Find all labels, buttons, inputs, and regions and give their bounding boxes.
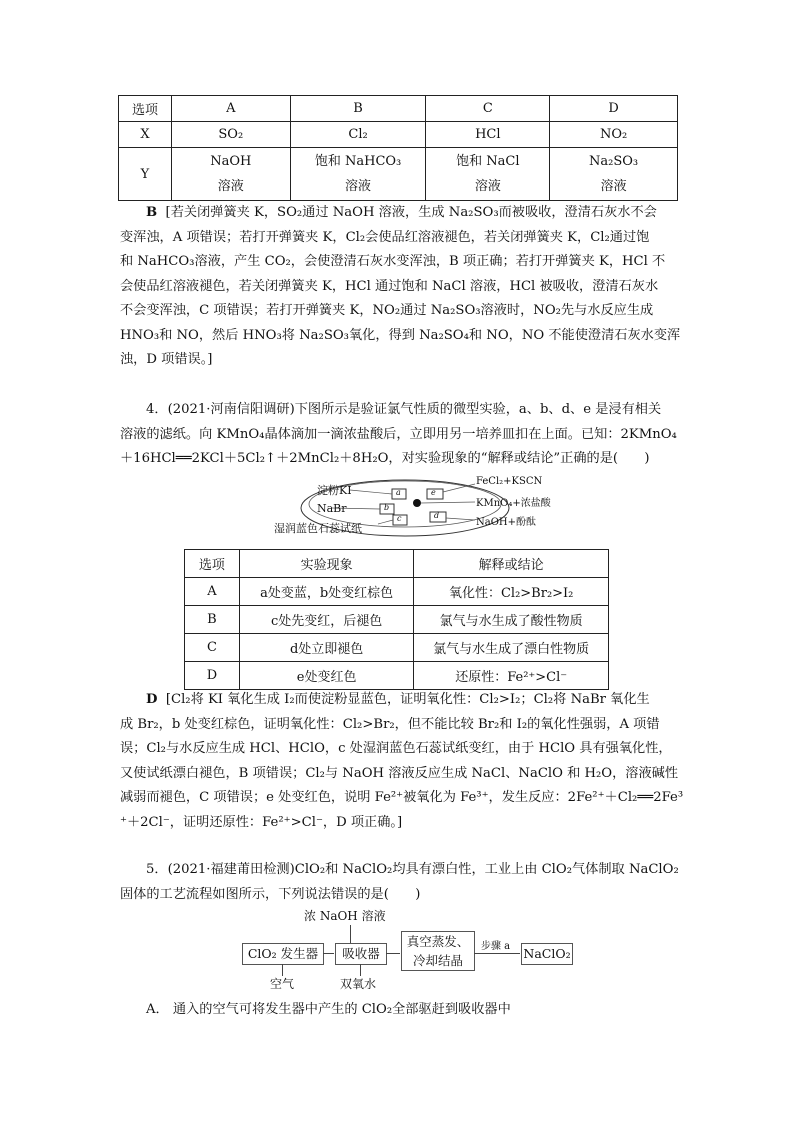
options-table-2 (184, 549, 609, 690)
text-line: 5．(2021·福建莆田检测)ClO₂和 NaClO₂均具有漂白性，工业上由 ClO₂气体制取 NaClO₂ (146, 862, 679, 877)
table-cell: 氯气与水生成了酸性物质 (414, 606, 609, 634)
table-cell: A (171, 96, 290, 122)
arrow-right (474, 953, 520, 954)
cell-line: 饱和 NaCl (456, 154, 520, 169)
box-line: 真空蒸发、 (406, 934, 470, 949)
table-row (185, 578, 609, 606)
text-line: A． 通入的空气可将发生器中产生的 ClO₂全部驱赶到吸收器中 (146, 1002, 511, 1017)
text-line: ⁺＋2Cl⁻，证明还原性：Fe²⁺>Cl⁻，D 项正确。] (120, 814, 403, 830)
table-cell: Y (119, 148, 172, 201)
cell-line: 溶液 (217, 179, 244, 194)
table-cell: e处变红色 (239, 662, 414, 690)
table-row (119, 96, 678, 122)
petri-dish-diagram (270, 474, 551, 544)
text-line: 又使试纸漂白褪色，B 项错误；Cl₂与 NaOH 溶液反应生成 NaCl、NaClO 和 H₂O，溶液碱性 (120, 765, 679, 781)
box-vacuum-evap (401, 931, 475, 971)
text-line: 变浑浊，A 项错误；若打开弹簧夹 K，Cl₂会使品红溶液褪色，若关闭弹簧夹 K，Cl₂通过饱 (120, 229, 650, 245)
table-cell: C (185, 634, 240, 662)
paper-b: b (384, 503, 390, 512)
answer-letter: B (146, 205, 158, 220)
table-row (185, 634, 609, 662)
text-line: 会使品红溶液褪色，若关闭弹簧夹 K，HCl 通过饱和 NaCl 溶液，HCl 被吸收，澄清石灰水 (120, 278, 659, 294)
table-row (119, 122, 678, 148)
question-5-stem (120, 858, 680, 907)
table-cell: 实验现象 (239, 550, 414, 578)
question-4-stem (120, 398, 680, 472)
options-table-1 (118, 95, 678, 201)
table-cell: 氧化性：Cl₂>Br₂>I₂ (414, 578, 609, 606)
answer-letter: D (146, 692, 158, 707)
table-cell: X (119, 122, 172, 148)
text-line: [若关闭弹簧夹 K，SO₂通过 NaOH 溶液，生成 Na₂SO₃而被吸收，澄清石灰水不会 (165, 205, 657, 220)
table-cell (290, 148, 426, 201)
table-cell (171, 148, 290, 201)
text-line: 误；Cl₂与水反应生成 HCl、HClO，c 处湿润蓝色石蕊试纸变红，由于 HClO 具有强氧化性， (120, 741, 672, 756)
table-cell: SO₂ (171, 122, 290, 148)
text-line: 不会变浑浊，C 项错误；若打开弹簧夹 K，NO₂通过 Na₂SO₃溶液时，NO₂先与水反应生成 (120, 303, 654, 318)
table-cell (550, 148, 678, 201)
text-line: HNO₃和 NO，然后 HNO₃将 Na₂SO₃氧化，得到 Na₂SO₄和 NO，NO 不能使澄清石灰水变浑 (120, 327, 681, 343)
table-cell: A (185, 578, 240, 606)
label-kmno4-hcl: KMnO₄+浓盐酸 (476, 498, 551, 509)
box-line: 冷却结晶 (412, 953, 463, 968)
table-cell: c处先变红，后褪色 (239, 606, 414, 634)
box-absorber: 吸收器 (335, 943, 387, 965)
cell-line: 溶液 (474, 179, 501, 194)
paper-a: a (396, 488, 401, 497)
text-line: 4．(2021·河南信阳调研)下图所示是验证氯气性质的微型实验，a、b、d、e 是浸有相关 (146, 402, 662, 417)
text-line: 固体的工艺流程如图所示，下列说法错误的是( ) (120, 886, 421, 902)
arrow-right (386, 953, 400, 954)
label-starch-ki: 淀粉KI (317, 484, 352, 497)
table-cell: HCl (426, 122, 550, 148)
answer-4-explanation (120, 688, 684, 835)
table-cell: 氯气与水生成了漂白性物质 (414, 634, 609, 662)
table-row (119, 148, 678, 201)
table-cell: Cl₂ (290, 122, 426, 148)
process-flow-diagram (236, 907, 576, 993)
table-cell: a处变蓝，b处变红棕色 (239, 578, 414, 606)
arrow-right (323, 953, 334, 954)
cell-line: 溶液 (345, 179, 372, 194)
text-line: 减弱而褪色，C 项错误；e 处变红色，说明 Fe²⁺被氧化为 Fe³⁺，发生反应：2Fe²⁺＋Cl₂══2Fe³ (120, 790, 684, 805)
paper-c: c (397, 514, 402, 523)
label-h2o2: 双氧水 (340, 977, 377, 991)
box-naclo2: NaClO₂ (521, 943, 573, 965)
table-row (185, 662, 609, 690)
text-line: 和 NaHCO₃溶液，产生 CO₂，会使澄清石灰水变浑浊，B 项正确；若打开弹簧夹 K，HCl 不 (120, 254, 666, 269)
cell-line: 饱和 NaHCO₃ (314, 154, 402, 169)
table-cell (426, 148, 550, 201)
arrow-down (350, 925, 351, 943)
text-line: ＋16HCl══2KCl＋5Cl₂↑＋2MnCl₂＋8H₂O，对实验现象的“解释或结论”正确的是( ) (120, 451, 650, 466)
answer-3-explanation (120, 201, 680, 373)
table-cell: NO₂ (550, 122, 678, 148)
table-cell: 还原性：Fe²⁺>Cl⁻ (414, 662, 609, 690)
text-line: 溶液的滤纸。向 KMnO₄晶体滴加一滴浓盐酸后，立即用另一培养皿扣在上面。已知：2KMnO₄ (120, 426, 677, 442)
table-row (185, 606, 609, 634)
label-air: 空气 (270, 977, 295, 991)
label-nabr: NaBr (317, 502, 347, 515)
paper-e: e (431, 488, 436, 497)
box-clo2-generator: ClO₂ 发生器 (242, 943, 324, 965)
label-naoh-phenol: NaOH+酚酞 (476, 517, 537, 528)
label-litmus-paper: 湿润蓝色石蕊试纸 (274, 522, 362, 535)
cell-line: 溶液 (600, 179, 627, 194)
cell-line: Na₂SO₃ (589, 154, 639, 169)
text-line: [Cl₂将 KI 氧化生成 I₂而使淀粉显蓝色，证明氧化性：Cl₂>I₂；Cl₂将 NaBr 氧化生 (165, 692, 650, 707)
table-cell: D (550, 96, 678, 122)
text-line: 成 Br₂，b 处变红棕色，证明氧化性：Cl₂>Br₂，但不能比较 Br₂和 I₂的氧化性强弱，A 项错 (120, 716, 660, 732)
table-cell: B (185, 606, 240, 634)
table-cell: d处立即褪色 (239, 634, 414, 662)
table-cell: 选项 (185, 550, 240, 578)
question-5-option-a (120, 998, 680, 1023)
paper-d: d (434, 511, 440, 520)
table-cell: B (290, 96, 426, 122)
table-cell: 选项 (119, 96, 172, 122)
cell-line: NaOH (210, 154, 252, 169)
table-cell: D (185, 662, 240, 690)
table-row (185, 550, 609, 578)
table-cell: C (426, 96, 550, 122)
table-cell: 解释或结论 (414, 550, 609, 578)
label-conc-naoh: 浓 NaOH 溶液 (304, 909, 386, 923)
label-fecl2-kscn: FeCl₂+KSCN (476, 476, 543, 487)
label-step-a: 步骤 a (481, 941, 511, 952)
text-line: 浊，D 项错误。] (120, 352, 213, 367)
